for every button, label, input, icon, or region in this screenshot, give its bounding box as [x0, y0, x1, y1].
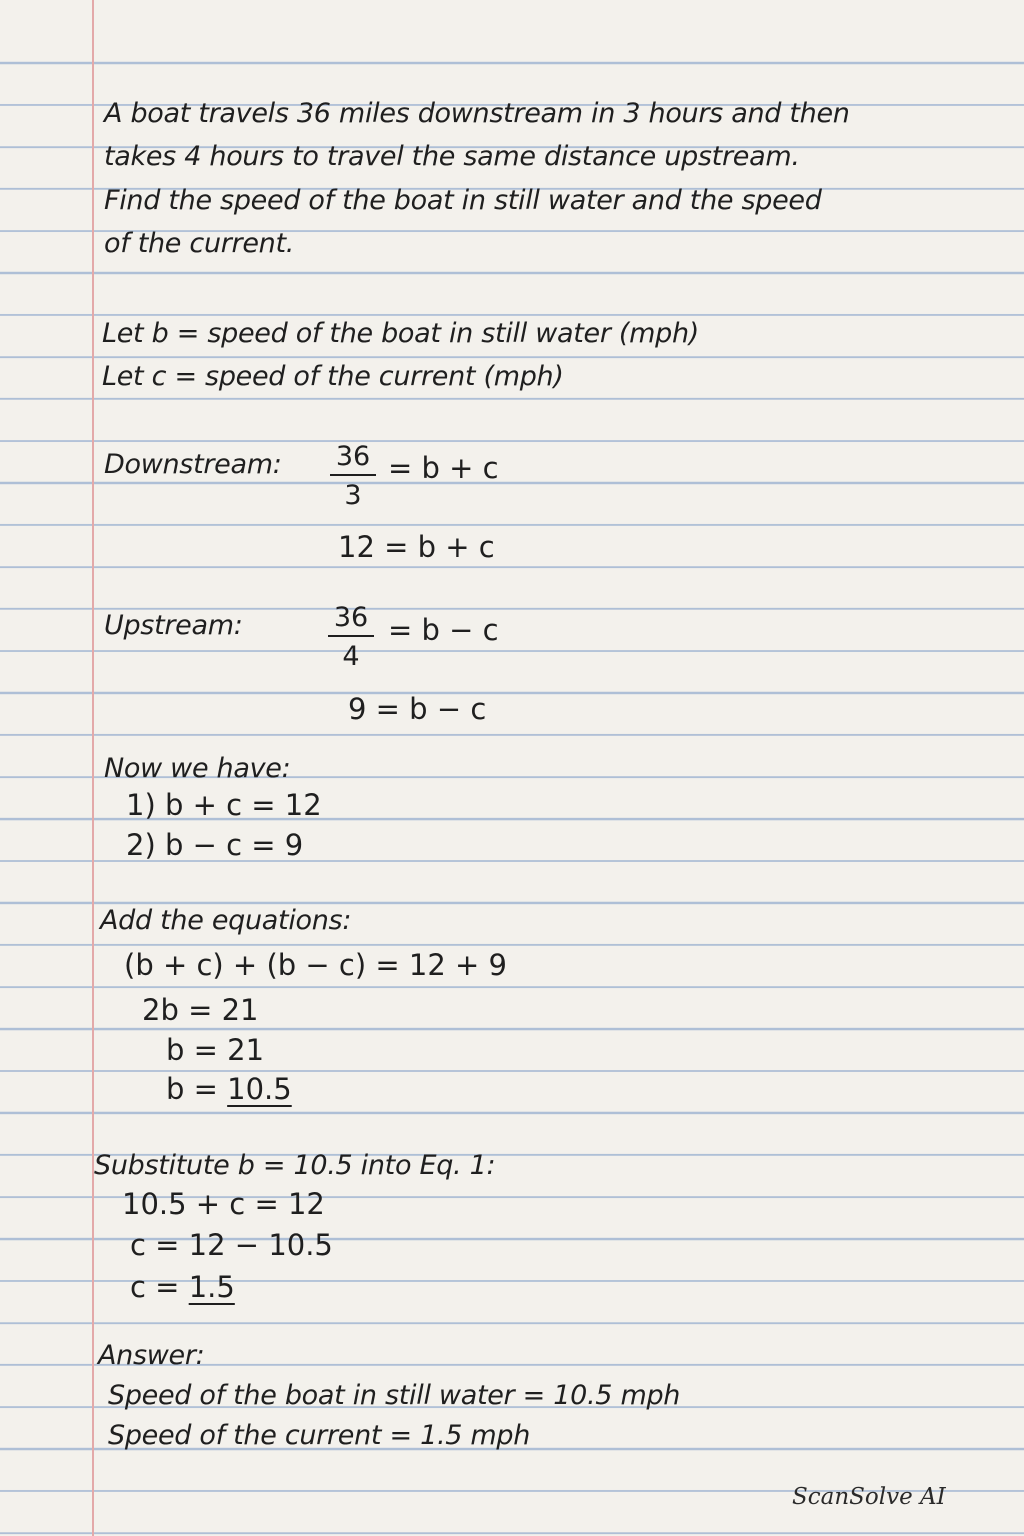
system-equation: 2) b − c = 9: [126, 828, 304, 862]
current-speed-result: 1.5: [188, 1270, 235, 1304]
brand-watermark: ScanSolve AI: [792, 1484, 946, 1510]
fraction-denominator: 3: [344, 480, 362, 511]
addition-result: [166, 1072, 292, 1106]
addition-step: b = 21: [166, 1033, 265, 1067]
answer-heading: Answer:: [98, 1340, 205, 1371]
problem-line: takes 4 hours to travel the same distance upstream.: [104, 141, 800, 172]
substitution-step: 10.5 + c = 12: [122, 1187, 325, 1221]
addition-heading: Add the equations:: [100, 905, 352, 936]
definition-line: Let b = speed of the boat in still water (mph): [102, 318, 700, 349]
downstream-simplified: 12 = b + c: [338, 530, 495, 564]
system-equation: 1) b + c = 12: [126, 788, 322, 822]
addition-step: (b + c) + (b − c) = 12 + 9: [124, 948, 507, 982]
problem-line: A boat travels 36 miles downstream in 3 hours and then: [104, 98, 850, 129]
system-heading: Now we have:: [104, 753, 291, 784]
problem-line: Find the speed of the boat in still water and the speed: [104, 185, 822, 216]
substitution-result: [130, 1270, 235, 1304]
addition-step: 2b = 21: [142, 993, 259, 1027]
upstream-rhs: = b − c: [388, 613, 499, 647]
answer-line: Speed of the boat in still water = 10.5 mph: [108, 1380, 681, 1411]
downstream-fraction: [330, 443, 376, 509]
substitution-heading: Substitute b = 10.5 into Eq. 1:: [94, 1150, 496, 1181]
upstream-simplified: 9 = b − c: [348, 692, 487, 726]
result-prefix: b =: [166, 1072, 218, 1106]
answer-line: Speed of the current = 1.5 mph: [108, 1420, 531, 1451]
upstream-label: Upstream:: [104, 610, 243, 641]
downstream-rhs: = b + c: [388, 451, 499, 485]
fraction-denominator: 4: [342, 641, 360, 672]
boat-speed-result: 10.5: [227, 1072, 292, 1106]
fraction-numerator: 36: [330, 443, 376, 476]
substitution-step: c = 12 − 10.5: [130, 1228, 333, 1262]
upstream-fraction: [328, 604, 374, 670]
definition-line: Let c = speed of the current (mph): [102, 361, 564, 392]
result-prefix: c =: [130, 1270, 180, 1304]
margin-line: [92, 0, 94, 1536]
fraction-numerator: 36: [328, 604, 374, 637]
downstream-label: Downstream:: [104, 449, 282, 480]
problem-line: of the current.: [104, 228, 295, 259]
